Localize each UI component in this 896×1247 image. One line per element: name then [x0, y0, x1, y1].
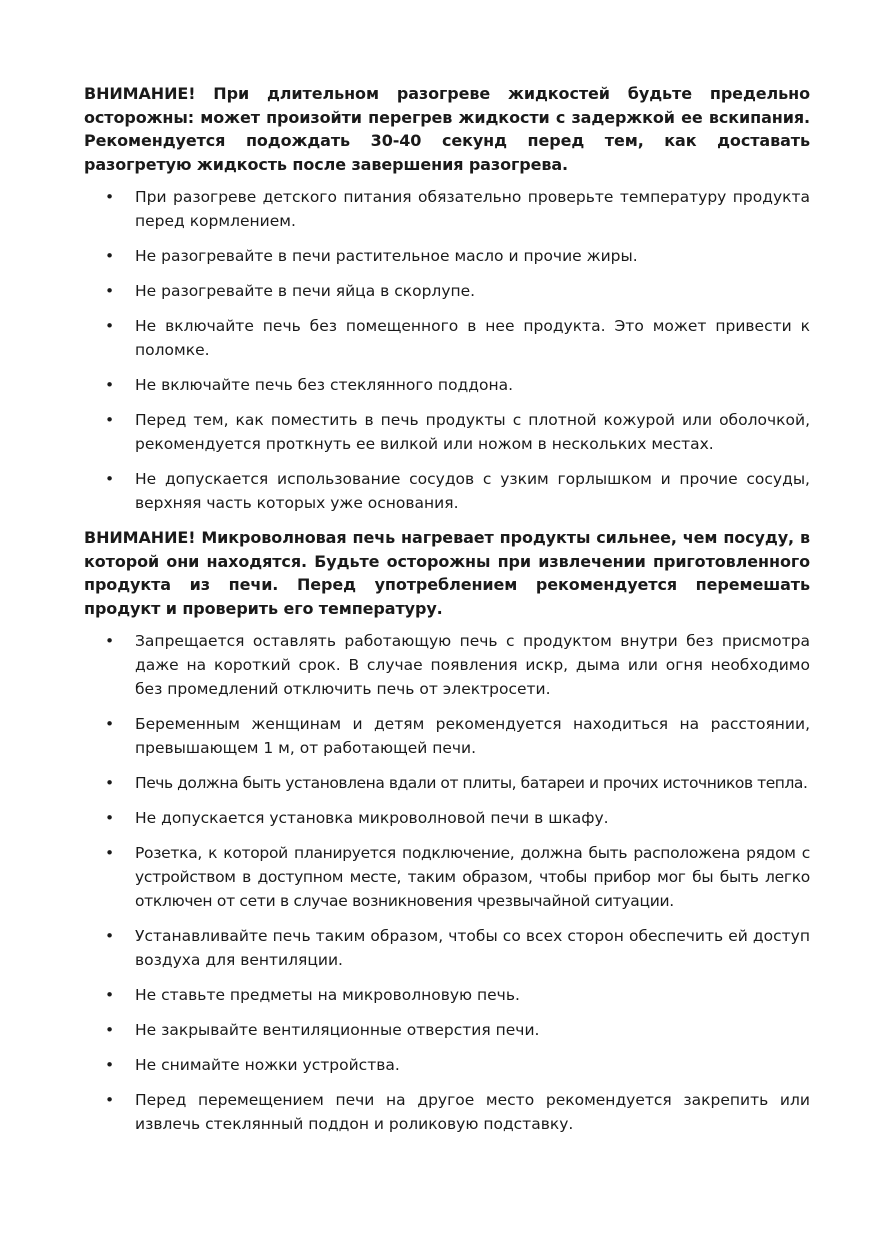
bullet-icon: • [105, 282, 115, 300]
bullet-icon: • [105, 844, 114, 862]
list-item [84, 185, 810, 233]
document-page [84, 82, 810, 1147]
list-item-text: Не включайте печь без помещенного в нее продукта. Это может привести к поломке. [135, 317, 810, 359]
list-item [84, 244, 810, 268]
bullet-list-2 [84, 629, 810, 1136]
list-item-text: Не закрывайте вентиляционные отверстия печи. [135, 1021, 540, 1039]
list-item-text: Перед тем, как поместить в печь продукты с плотной кожурой или оболочкой, рекомендуется проткнуть ее вилкой или ножом в нескольких местах. [135, 411, 810, 453]
bullet-icon: • [105, 1091, 115, 1109]
bullet-icon: • [105, 1021, 115, 1039]
list-item-text: Беременным женщинам и детям рекомендуется находиться на расстоянии, превышающем 1 м, от работающей печи. [135, 715, 810, 757]
list-item [84, 629, 810, 701]
list-item-text: Не допускается установка микроволновой печи в шкафу. [135, 809, 609, 827]
bullet-icon: • [105, 809, 115, 827]
bullet-icon: • [105, 247, 115, 265]
bullet-icon: • [105, 317, 115, 335]
list-item [84, 841, 810, 913]
list-item [84, 373, 810, 397]
bullet-icon: • [105, 632, 115, 650]
list-item [84, 1088, 810, 1136]
list-item-text: Устанавливайте печь таким образом, чтобы со всех сторон обеспечить ей доступ воздуха для вентиляции. [135, 927, 810, 969]
bullet-list-1 [84, 185, 810, 515]
list-item [84, 806, 810, 830]
list-item-text: Не включайте печь без стеклянного поддона. [135, 376, 514, 394]
list-item [84, 467, 810, 515]
warning-paragraph-1: ВНИМАНИЕ! При длительном разогреве жидкостей будьте предельно осторожны: может произойти перегрев жидкости с задержкой ее вскипания. Рекомендуется подождать 30-40 секунд перед тем, как доставать разогретую жидкость после завершения разогрева. [84, 84, 810, 174]
list-item [84, 924, 810, 972]
bullet-icon: • [105, 927, 115, 945]
bullet-icon: • [105, 470, 115, 488]
bullet-icon: • [105, 1056, 115, 1074]
bullet-icon: • [105, 715, 115, 733]
list-item [84, 712, 810, 760]
bullet-icon: • [105, 376, 115, 394]
list-item [84, 408, 810, 456]
list-item-text: Не разогревайте в печи яйца в скорлупе. [135, 282, 476, 300]
list-item [84, 983, 810, 1007]
list-item [84, 771, 810, 795]
bullet-icon: • [105, 774, 114, 792]
bullet-icon: • [105, 411, 115, 429]
list-item [84, 314, 810, 362]
bullet-icon: • [105, 986, 115, 1004]
list-item-text: При разогреве детского питания обязательно проверьте температуру продукта перед кормлением. [135, 188, 810, 230]
list-item-text: Не ставьте предметы на микроволновую печь. [135, 986, 520, 1004]
list-item-text: Печь должна быть установлена вдали от плиты, батареи и прочих источников тепла. [135, 774, 808, 792]
list-item [84, 279, 810, 303]
list-item [84, 1053, 810, 1077]
list-item-text: Запрещается оставлять работающую печь с продуктом внутри без присмотра даже на короткий срок. В случае появления искр, дыма или огня необходимо без промедлений отключить печь от электросети. [135, 632, 810, 698]
list-item-text: Перед перемещением печи на другое место рекомендуется закрепить или извлечь стеклянный поддон и роликовую подставку. [135, 1091, 810, 1133]
list-item [84, 1018, 810, 1042]
bullet-icon: • [105, 188, 115, 206]
list-item-text: Не разогревайте в печи растительное масло и прочие жиры. [135, 247, 638, 265]
warning-paragraph-2: ВНИМАНИЕ! Микроволновая печь нагревает продукты сильнее, чем посуду, в которой они находятся. Будьте осторожны при извлечении приготовленного продукта из печи. Перед употреблением рекомендуется перемешать продукт и проверить его температуру. [84, 528, 810, 618]
list-item-text: Не допускается использование сосудов с узким горлышком и прочие сосуды, верхняя часть которых уже основания. [135, 470, 810, 512]
list-item-text: Розетка, к которой планируется подключение, должна быть расположена рядом с устройством в доступном месте, таким образом, чтобы прибор мог бы быть легко отключен от сети в случае возникновения чрезвычайной ситуации. [135, 844, 810, 910]
list-item-text: Не снимайте ножки устройства. [135, 1056, 400, 1074]
